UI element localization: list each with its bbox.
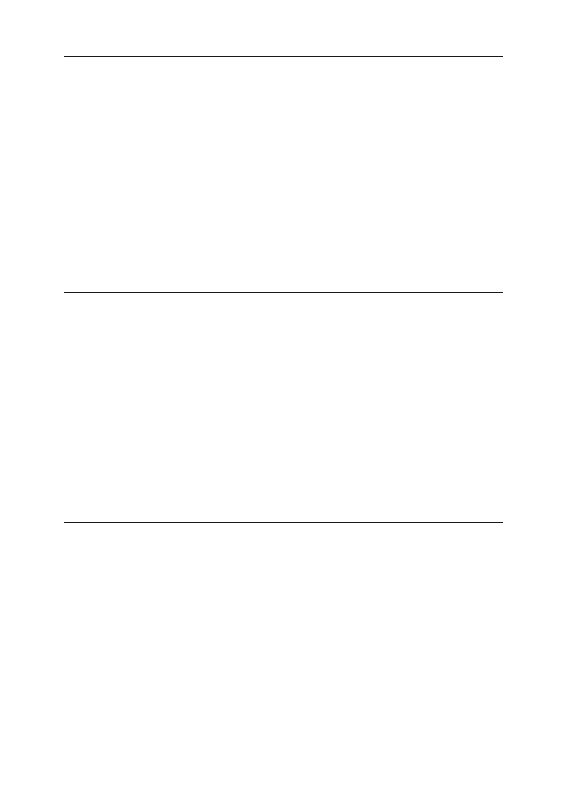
header-rule bbox=[64, 56, 503, 57]
page-header bbox=[64, 34, 503, 54]
section-rule-1 bbox=[64, 292, 503, 293]
section-rule-2 bbox=[64, 522, 503, 523]
